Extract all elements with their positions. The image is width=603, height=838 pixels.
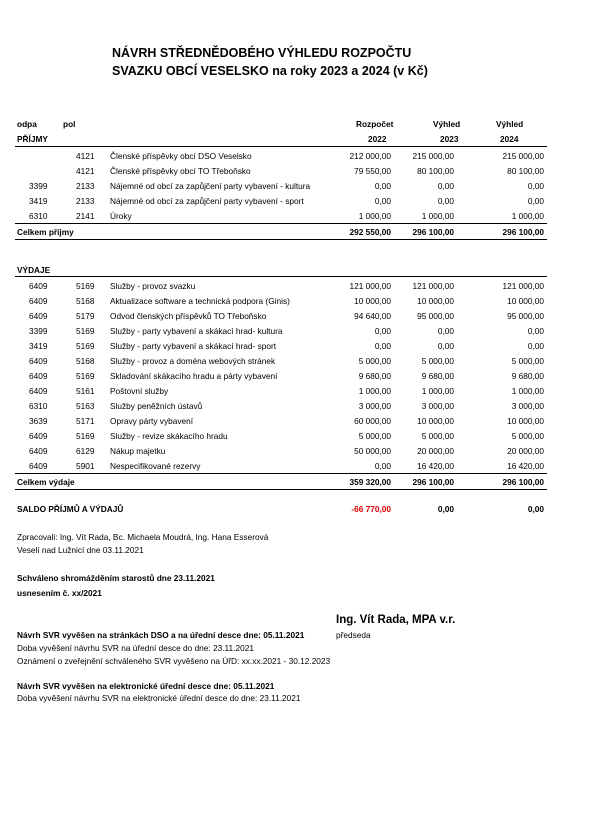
document-title-line2: SVAZKU OBCÍ VESELSKO na roky 2023 a 2024 (v Kč) (112, 64, 428, 78)
cell-text: Služby - provoz a doména webových stránek (110, 356, 276, 366)
cell-odpa: 6409 (29, 446, 48, 456)
dso-posted: Návrh SVR vyvěšen na stránkách DSO a na úřední desce dne: 05.11.2021 (17, 630, 305, 640)
cell-2022: 5 000,00 (358, 431, 391, 441)
cell-2023: 0,00 (437, 196, 454, 206)
table-row (0, 326, 603, 341)
income-total-bottom-divider (15, 239, 547, 240)
saldo-row (0, 504, 603, 519)
table-row (0, 196, 603, 211)
cell-pol: 5169 (76, 281, 95, 291)
cell-2022: 1 000,00 (358, 211, 391, 221)
cell-2022: 0,00 (374, 461, 391, 471)
cell-2023: 0,00 (437, 341, 454, 351)
cell-2022: 0,00 (374, 326, 391, 336)
header-pol: pol (63, 119, 76, 129)
cell-2023: 3 000,00 (421, 401, 454, 411)
cell-pol: 2133 (76, 181, 95, 191)
table-row (0, 181, 603, 196)
cell-2022: 0,00 (374, 196, 391, 206)
cell-2022: 0,00 (374, 181, 391, 191)
cell-text: Opravy párty vybavení (110, 416, 194, 426)
income-total-2024: 296 100,00 (502, 227, 544, 237)
announcement: Oznámení o zveřejnění schváleného SVR vyvěšeno na ÚřD: xx.xx.2021 - 30.12.2023 (17, 656, 331, 666)
cell-text: Služby peněžních ústavů (110, 401, 203, 411)
signature-name: Ing. Vít Rada, MPA v.r. (336, 614, 456, 626)
cell-pol: 5169 (76, 326, 95, 336)
income-section-label: PŘÍJMY (17, 134, 48, 144)
cell-odpa: 6409 (29, 281, 48, 291)
table-row (0, 356, 603, 371)
cell-2022: 60 000,00 (354, 416, 391, 426)
cell-2024: 0,00 (527, 326, 544, 336)
cell-2023: 0,00 (437, 326, 454, 336)
header-odpa: odpa (17, 119, 37, 129)
cell-odpa: 6409 (29, 386, 48, 396)
cell-odpa: 3399 (29, 181, 48, 191)
cell-2022: 94 640,00 (354, 311, 391, 321)
cell-pol: 6129 (76, 446, 95, 456)
income-total-2023: 296 100,00 (412, 227, 454, 237)
cell-pol: 5169 (76, 431, 95, 441)
cell-2024: 121 000,00 (502, 281, 544, 291)
processed-by: Zpracovali: Ing. Vít Rada, Bc. Michaela Moudrá, Ing. Hana Esserová (17, 532, 269, 542)
cell-text: Členské příspěvky obcí TO Třeboňsko (110, 166, 251, 176)
cell-text: Služby - party vybavení a skákací hrad- kultura (110, 326, 283, 336)
saldo-2022: -66 770,00 (351, 504, 391, 514)
cell-pol: 4121 (76, 166, 95, 176)
cell-2024: 5 000,00 (511, 431, 544, 441)
cell-text: Nákup majetku (110, 446, 166, 456)
cell-2023: 0,00 (437, 181, 454, 191)
electronic-posted: Návrh SVR vyvěšen na elektronické úřední desce dne: 05.11.2021 (17, 681, 275, 691)
expense-total-2022: 359 320,00 (349, 477, 391, 487)
cell-pol: 5169 (76, 371, 95, 381)
cell-text: Služby - revize skákacího hradu (110, 431, 228, 441)
cell-2024: 1 000,00 (511, 211, 544, 221)
electronic-until: Doba vyvěšení návrhu SVR na elektronické úřední desce do dne: 23.11.2021 (17, 693, 301, 703)
cell-2022: 10 000,00 (354, 296, 391, 306)
cell-odpa: 6409 (29, 311, 48, 321)
cell-2023: 10 000,00 (417, 296, 454, 306)
dso-until: Doba vyvěšení návrhu SVR na úřední desce do dne: 23.11.2021 (17, 643, 254, 653)
income-total-divider (15, 223, 547, 224)
saldo-2024: 0,00 (527, 504, 544, 514)
cell-2023: 9 680,00 (421, 371, 454, 381)
cell-2024: 215 000,00 (502, 151, 544, 161)
cell-pol: 5168 (76, 296, 95, 306)
cell-2022: 3 000,00 (358, 401, 391, 411)
cell-2024: 20 000,00 (507, 446, 544, 456)
cell-text: Poštovní služby (110, 386, 169, 396)
cell-pol: 5168 (76, 356, 95, 366)
cell-2022: 50 000,00 (354, 446, 391, 456)
table-row (0, 386, 603, 401)
cell-text: Služby - provoz svazku (110, 281, 196, 291)
saldo-label: SALDO PŘÍJMŮ A VÝDAJŮ (17, 504, 124, 514)
cell-2022: 9 680,00 (358, 371, 391, 381)
cell-text: Služby - party vybavení a skákací hrad- sport (110, 341, 277, 351)
approved-note: Schváleno shromážděním starostů dne 23.11.2021 (17, 573, 215, 583)
cell-odpa: 6409 (29, 356, 48, 366)
cell-odpa: 3399 (29, 326, 48, 336)
resolution-note: usnesením č. xx/2021 (17, 588, 102, 598)
cell-2022: 0,00 (374, 341, 391, 351)
header-year-2023: 2023 (440, 134, 459, 144)
cell-text: Aktualizace software a technická podpora (Ginis) (110, 296, 290, 306)
cell-2023: 215 000,00 (412, 151, 454, 161)
cell-text: Skladování skákacího hradu a párty vybavení (110, 371, 278, 381)
table-row (0, 401, 603, 416)
cell-2024: 95 000,00 (507, 311, 544, 321)
expense-total-2023: 296 100,00 (412, 477, 454, 487)
cell-pol: 5901 (76, 461, 95, 471)
cell-2024: 0,00 (527, 181, 544, 191)
expense-total-bottom-divider (15, 489, 547, 490)
cell-2022: 1 000,00 (358, 386, 391, 396)
cell-text: Úroky (110, 211, 132, 221)
cell-odpa: 3419 (29, 341, 48, 351)
document-title-line1: NÁVRH STŘEDNĚDOBÉHO VÝHLEDU ROZPOČTU (112, 46, 412, 60)
header-rozpocet: Rozpočet (356, 119, 394, 129)
place-date: Veselí nad Lužnicí dne 03.11.2021 (17, 545, 144, 555)
table-row (0, 151, 603, 166)
table-row (0, 371, 603, 386)
cell-2022: 212 000,00 (349, 151, 391, 161)
cell-2024: 10 000,00 (507, 296, 544, 306)
cell-2022: 5 000,00 (358, 356, 391, 366)
cell-text: Odvod členských příspěvků TO Třeboňsko (110, 311, 267, 321)
expense-total-label: Celkem výdaje (17, 477, 75, 487)
cell-2023: 20 000,00 (417, 446, 454, 456)
cell-2023: 16 420,00 (417, 461, 454, 471)
cell-2024: 10 000,00 (507, 416, 544, 426)
cell-text: Nájemné od obcí za zapůjčení party vybavení - sport (110, 196, 304, 206)
expense-total-divider (15, 473, 547, 474)
table-row (0, 446, 603, 461)
cell-2024: 0,00 (527, 196, 544, 206)
cell-2022: 79 550,00 (354, 166, 391, 176)
cell-odpa: 6409 (29, 296, 48, 306)
cell-odpa: 3639 (29, 416, 48, 426)
header-vyhled-2023: Výhled (433, 119, 461, 129)
cell-odpa: 6310 (29, 211, 48, 221)
cell-text: Členské příspěvky obcí DSO Veselsko (110, 151, 252, 161)
cell-odpa: 6409 (29, 371, 48, 381)
table-row (0, 341, 603, 356)
cell-2023: 5 000,00 (421, 356, 454, 366)
cell-pol: 2133 (76, 196, 95, 206)
cell-text: Nájemné od obcí za zapůjčení party vybavení - kultura (110, 181, 311, 191)
cell-2023: 121 000,00 (412, 281, 454, 291)
cell-2023: 95 000,00 (417, 311, 454, 321)
cell-pol: 5163 (76, 401, 95, 411)
header-vyhled-2024: Výhled (496, 119, 524, 129)
cell-pol: 5179 (76, 311, 95, 321)
cell-2024: 1 000,00 (511, 386, 544, 396)
cell-2024: 9 680,00 (511, 371, 544, 381)
cell-2023: 80 100,00 (417, 166, 454, 176)
cell-2023: 10 000,00 (417, 416, 454, 426)
cell-pol: 5171 (76, 416, 95, 426)
cell-odpa: 3419 (29, 196, 48, 206)
table-row (0, 281, 603, 296)
cell-odpa: 6409 (29, 431, 48, 441)
income-total-label: Celkem příjmy (17, 227, 74, 237)
cell-odpa: 6409 (29, 461, 48, 471)
cell-2024: 5 000,00 (511, 356, 544, 366)
cell-2022: 121 000,00 (349, 281, 391, 291)
signature-role: předseda (336, 630, 371, 640)
cell-pol: 5169 (76, 341, 95, 351)
table-row (0, 431, 603, 446)
cell-2024: 16 420,00 (507, 461, 544, 471)
cell-pol: 5161 (76, 386, 95, 396)
cell-2024: 3 000,00 (511, 401, 544, 411)
header-divider (15, 146, 547, 147)
header-year-2022: 2022 (368, 134, 387, 144)
cell-odpa: 6310 (29, 401, 48, 411)
cell-2023: 5 000,00 (421, 431, 454, 441)
header-year-2024: 2024 (500, 134, 519, 144)
cell-pol: 4121 (76, 151, 95, 161)
table-row (0, 311, 603, 326)
table-row (0, 296, 603, 311)
table-row (0, 416, 603, 431)
income-total-2022: 292 550,00 (349, 227, 391, 237)
cell-pol: 2141 (76, 211, 95, 221)
table-row (0, 166, 603, 181)
expense-divider (15, 276, 547, 277)
cell-2023: 1 000,00 (421, 386, 454, 396)
expense-section-label: VÝDAJE (17, 265, 51, 275)
cell-text: Nespecifikované rezervy (110, 461, 201, 471)
saldo-2023: 0,00 (437, 504, 454, 514)
expense-total-2024: 296 100,00 (502, 477, 544, 487)
cell-2023: 1 000,00 (421, 211, 454, 221)
cell-2024: 80 100,00 (507, 166, 544, 176)
cell-2024: 0,00 (527, 341, 544, 351)
